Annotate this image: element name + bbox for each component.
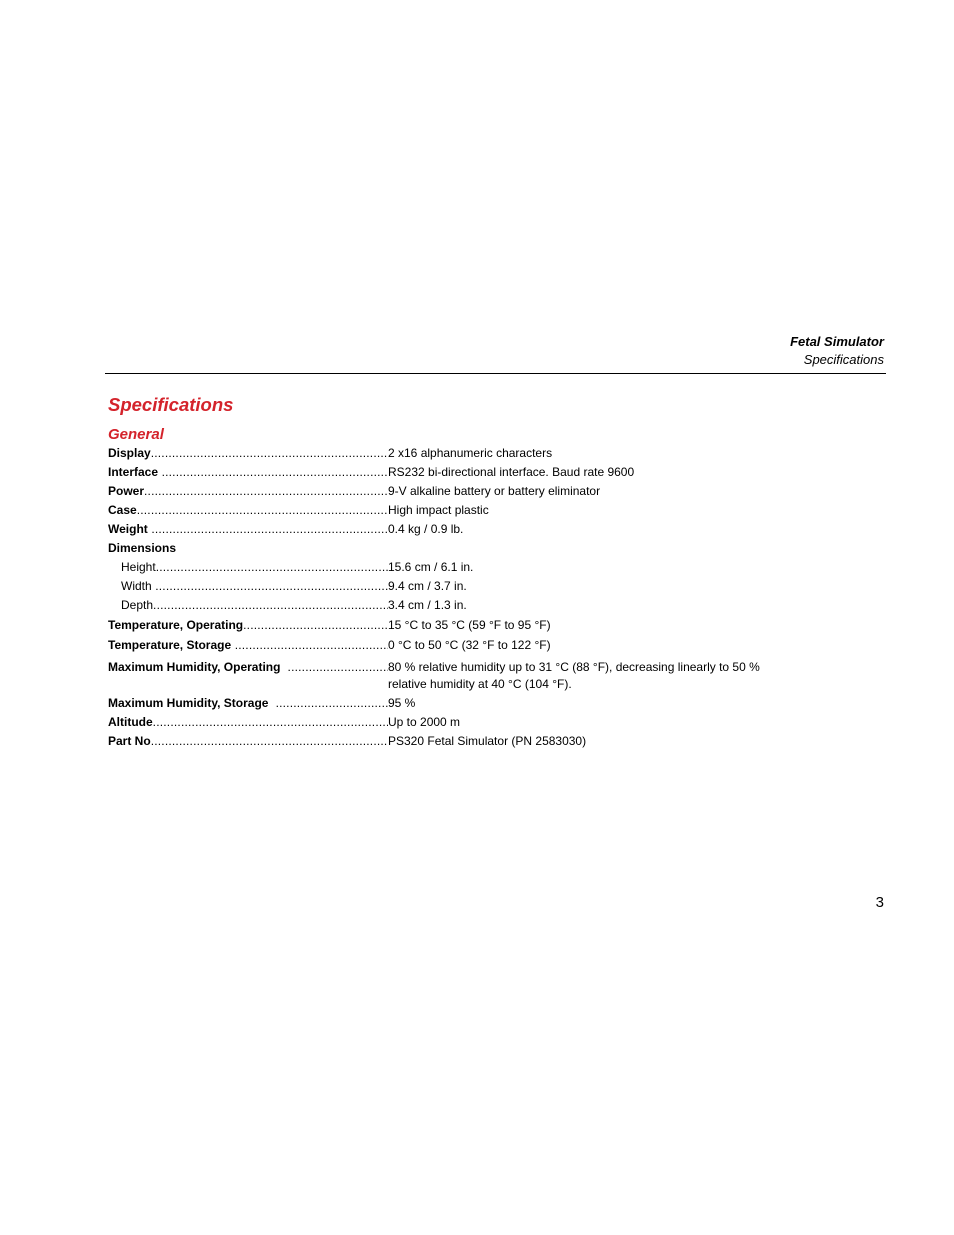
spec-label: Display — [108, 446, 151, 460]
spec-value: 80 % relative humidity up to 31 °C (88 °F), decreasing linearly to 50 % relative humidity at 40 °C (104 °F). — [388, 660, 760, 691]
spec-label: Power — [108, 484, 145, 498]
spec-label: Temperature, Operating — [108, 618, 244, 632]
spec-value: PS320 Fetal Simulator (PN 2583030) — [388, 734, 587, 748]
spec-row-depth — [108, 597, 808, 614]
spec-label: Case — [108, 503, 137, 517]
spec-row-power — [108, 483, 808, 500]
spec-row-part-no — [108, 733, 808, 750]
spec-value: 0 °C to 50 °C (32 °F to 122 °F) — [388, 638, 551, 652]
spec-value: 3.4 cm / 1.3 in. — [388, 598, 467, 612]
section-title: Specifications — [108, 394, 234, 415]
spec-row-humidity-operating — [108, 659, 808, 693]
spec-value: Up to 2000 m — [388, 715, 461, 729]
spec-row-height — [108, 559, 808, 576]
spec-row-altitude — [108, 714, 808, 731]
spec-value: 15.6 cm / 6.1 in. — [388, 560, 474, 574]
spec-value: 15 °C to 35 °C (59 °F to 95 °F) — [388, 618, 551, 632]
running-header-subtitle: Specifications — [803, 352, 884, 367]
spec-label: Maximum Humidity, Operating — [108, 660, 281, 674]
spec-row-width — [108, 578, 808, 595]
page-number: 3 — [875, 894, 884, 911]
spec-row-interface — [108, 464, 808, 481]
spec-label: Maximum Humidity, Storage — [108, 696, 269, 710]
spec-value: 95 % — [388, 696, 416, 710]
spec-row-temp-operating — [108, 617, 808, 634]
spec-value: 9.4 cm / 3.7 in. — [388, 579, 467, 593]
spec-value: 9-V alkaline battery or battery eliminator — [388, 484, 601, 498]
spec-value: 0.4 kg / 0.9 lb. — [388, 522, 464, 536]
spec-row-display — [108, 445, 808, 462]
spec-label: Dimensions — [108, 541, 177, 555]
spec-row-humidity-storage — [108, 695, 808, 712]
spec-label: Depth — [121, 598, 154, 612]
spec-row-case — [108, 502, 808, 519]
spec-label: Part No — [108, 734, 151, 748]
spec-label: Width — [121, 579, 152, 593]
running-header-title: Fetal Simulator — [790, 334, 884, 349]
spec-row-temp-storage — [108, 637, 808, 654]
subsection-title: General — [108, 426, 164, 443]
spec-value: RS232 bi-directional interface. Baud rate 9600 — [388, 465, 635, 479]
spec-label: Altitude — [108, 715, 153, 729]
spec-value: High impact plastic — [388, 503, 489, 517]
spec-value: 2 x16 alphanumeric characters — [388, 446, 553, 460]
spec-label: Height — [121, 560, 156, 574]
spec-row-dimensions — [108, 540, 808, 557]
spec-label: Temperature, Storage — [108, 638, 232, 652]
spec-label: Weight — [108, 522, 148, 536]
spec-row-weight — [108, 521, 808, 538]
header-rule — [105, 373, 886, 374]
spec-label: Interface — [108, 465, 159, 479]
